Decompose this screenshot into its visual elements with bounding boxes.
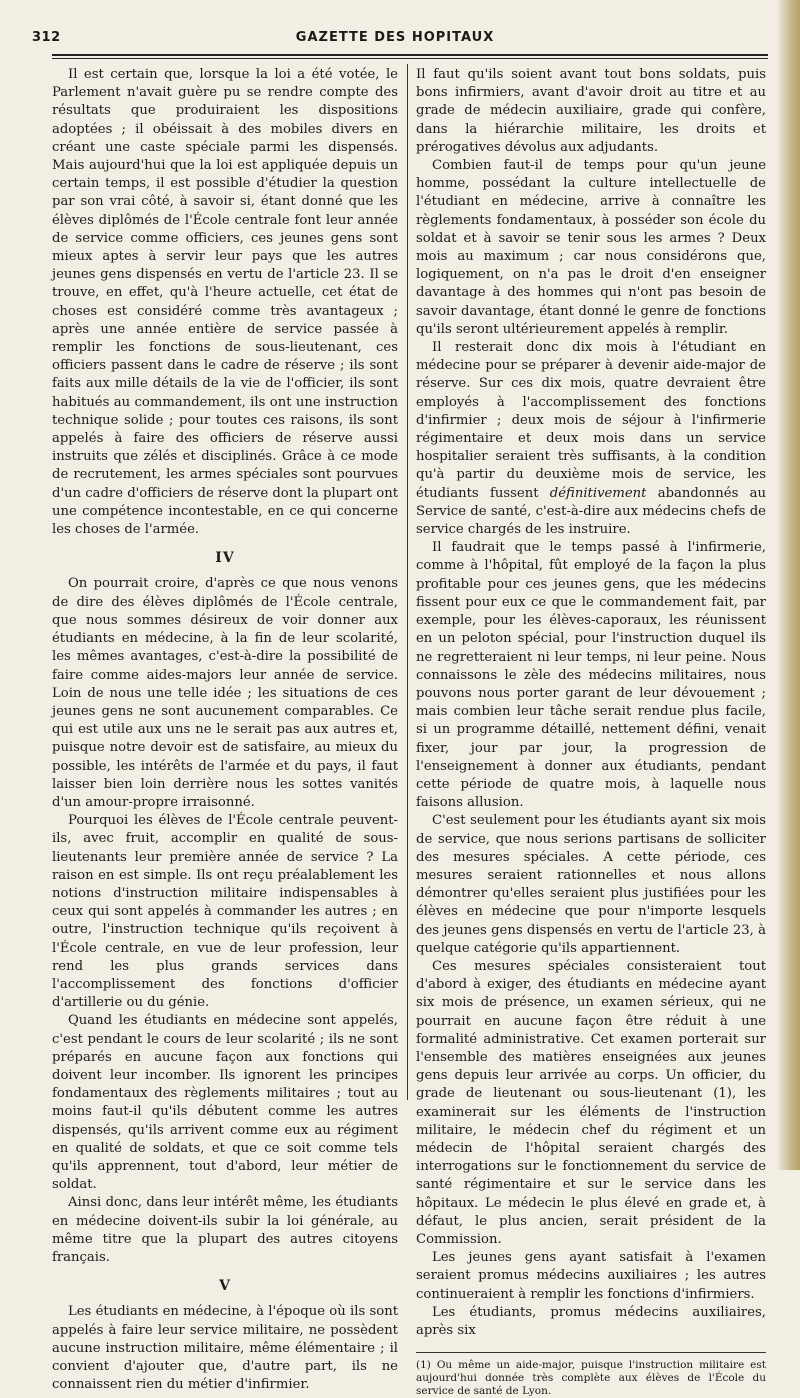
section-heading-v: V	[219, 1278, 231, 1295]
left-paragraph-2: On pourrait croire, d'après ce que nous venons de dire des élèves diplômés de l'École centrale, que nous sommes désireux de voir donner aux étudiants en médecine, à la fin de leur scolarité, les mêmes avantages, c'est-à-dire la possibilité de faire comme aides-majors leur année de service. Loin de nous une telle idée ; les situations de ces jeunes gens ne sont aucunement comparables. Ce qui est utile aux uns ne le serait pas aux autres et, puisque notre devoir est de satisfaire, au mieux du possible, les intérêts de l'armée et du pays, il faut laisser bien loin derrière nous les sottes vanités d'un amour-propre irraisonné.	[52, 576, 398, 810]
page-number: 312	[32, 30, 61, 45]
right-paragraph-3-text-a: Il resterait donc dix mois à l'étudiant en médecine pour se préparer à devenir aide-major de réserve. Sur ces dix mois, quatre devraient être employés à l'accomplissement des fonctions d'infirmier ; deux mois de séjour à l'infirmerie régimentaire et deux mois dans un service hospitalier seraient très suffisants, à la condition qu'à partir du deuxième mois de service, les étudiants fussent	[416, 340, 766, 501]
section-heading-iv: IV	[215, 550, 235, 567]
left-paragraph-4: Quand les étudiants en médecine sont appelés, c'est pendant le cours de leur scolarité ; ils ne sont préparés en aucune façon aux fonctions qui doivent leur incomber. Ils ignorent les principes fondamentaux des règlements militaires ; tout au moins faut-il qu'ils débutent comme les autres dispensés, qu'ils arrivent comme eux au régiment en qualité de soldats, et que ce soit comme tels qu'ils apprennent, tout d'abord, leur métier de soldat.	[52, 1013, 398, 1193]
left-paragraph-3: Pourquoi les élèves de l'École centrale peuvent-ils, avec fruit, accomplir en qualité de sous-lieutenants leur première année de service ? La raison en est simple. Ils ont reçu préalablement les notions d'instruction militaire indispensables à ceux qui sont appelés à commander les autres ; en outre, l'instruction technique qu'ils reçoivent à l'École centrale, en vue de leur profession, leur rend les plus grands services dans l'accomplissement des fonctions d'officier d'artillerie ou du génie.	[52, 813, 398, 1011]
left-paragraph-6: Les étudiants en médecine, à l'époque où ils sont appelés à faire leur service militaire, ne possèdent aucune instruction militaire, même élémentaire ; il convient d'ajouter que, d'autre part, ils ne connaissent rien du métier d'infirmier.	[52, 1304, 398, 1393]
right-paragraph-7: Les jeunes gens ayant satisfait à l'examen seraient promus médecins auxiliaires ; les autres continueraient à remplir les fonctions d'infirmiers.	[416, 1250, 766, 1302]
page-header	[32, 28, 758, 50]
left-paragraph-5: Ainsi donc, dans leur intérêt même, les étudiants en médecine doivent-ils subir la loi générale, au même titre que la plupart des autres citoyens français.	[52, 1195, 398, 1265]
emphasized-word: définitivement	[549, 485, 647, 501]
left-paragraph-1: Il est certain que, lorsque la loi a été votée, le Parlement n'avait guère pu se rendre compte des résultats que produiraient les dispositions adoptées ; il obéissait à des mobiles divers en créant une caste spéciale parmi les dispensés. Mais aujourd'hui que la loi est appliquée depuis un certain temps, il est possible d'étudier la question par son vrai côté, à savoir si, étant donné que les élèves diplômés de l'École centrale font leur année de service comme officiers, ces jeunes gens sont mieux aptes à servir leur pays que les autres jeunes gens dispensés en vertu de l'article 23. Il se trouve, en effet, qu'à l'heure actuelle, cet état de choses est considéré comme très avantageux ; après une année entière de service passée à remplir les fonctions de sous-lieutenant, ces officiers passent dans le cadre de réserve ; ils sont faits aux mille détails de la vie de l'officier, ils sont habitués au commandement, ils ont une instruction technique solide ; pour toutes ces raisons, ils sont appelés à faire des officiers de réserve aussi instruits que zélés et disciplinés. Grâce à ce mode de recrutement, les armes spéciales sont pourvues d'un cadre d'officiers de réserve dont la plupart ont une compétence incontestable, en ce qui concerne les choses de l'armée.	[52, 67, 398, 538]
right-paragraph-5: C'est seulement pour les étudiants ayant six mois de service, que nous serions partisans de solliciter des mesures spéciales. A cette période, ces mesures seraient rationnelles et nous allons démontrer qu'elles seraient plus justifiées pour les élèves en médecine que pour n'importe lesquels des jeunes gens dispensés en vertu de l'article 23, à quelque catégorie qu'ils appartiennent.	[416, 813, 766, 956]
running-title: GAZETTE DES HOPITAUX	[295, 30, 495, 45]
footnote: (1) Ou même un aide-major, puisque l'instruction militaire est aujourd'hui donnée très complète aux élèves de l'École du service de santé de Lyon.	[416, 1359, 766, 1398]
header-rule-thick	[52, 54, 768, 56]
right-paragraph-1: Il faut qu'ils soient avant tout bons soldats, puis bons infirmiers, avant d'avoir droit au titre et au grade de médecin auxiliaire, grade qui confère, dans la hiérarchie militaire, les droits et prérogatives dévolus aux adjudants.	[416, 67, 766, 155]
column-divider	[407, 64, 408, 1100]
right-paragraph-2: Combien faut-il de temps pour qu'un jeune homme, possédant la culture intellectuelle de l'étudiant en médecine, arrive à connaître les règlements fondamentaux, à posséder son école du soldat et à savoir se tenir sous les armes ? Deux mois au maximum ; car nous considérons que, logiquement, on n'a pas le droit d'en enseigner davantage à des hommes qui n'ont pas besoin de savoir davantage, étant donné le genre de fonctions qu'ils seront ultérieurement appelés à remplir.	[416, 158, 766, 337]
right-paragraph-6: Ces mesures spéciales consisteraient tout d'abord à exiger, des étudiants en médecine ayant six mois de présence, un examen sérieux, qui ne pourrait en aucune façon être réduit à une formalité administrative. Cet examen porterait sur l'ensemble des matières enseignées aux jeunes gens depuis leur arrivée au corps. Un officier, du grade de lieutenant ou sous-lieutenant (1), les examinerait sur les éléments de l'instruction militaire, le médecin chef du régiment et un médecin de l'hôpital seraient chargés des interrogations sur le fonctionnement du service de santé régimentaire et sur le service dans les hôpitaux. Le médecin le plus élevé en grade et, à défaut, le plus ancien, serait président de la Commission.	[416, 958, 766, 1247]
header-rule-thin	[52, 58, 768, 59]
footnote-rule	[416, 1352, 766, 1353]
page-edge	[778, 0, 800, 1170]
right-paragraph-8: Les étudiants, promus médecins auxiliaires, après six	[416, 1304, 766, 1339]
right-column	[416, 66, 766, 1398]
right-paragraph-4: Il faudrait que le temps passé à l'infirmerie, comme à l'hôpital, fût employé de la façon la plus profitable pour ces jeunes gens, que les médecins fissent pour eux ce que le commandement fait, par exemple, pour les élèves-caporaux, les réunissent en un peloton spécial, pour l'instruction duquel ils ne regretteraient ni leur temps, ni leur peine. Nous connaissons le zèle des médecins militaires, nous pouvons nous porter garant de leur dévouement ; mais combien leur tâche serait rendue plus facile, si un programme détaillé, nettement défini, venait fixer, jour par jour, la progression de l'enseignement à donner aux étudiants, pendant cette période de quatre mois, à laquelle nous faisons allusion.	[416, 540, 766, 811]
left-column	[52, 66, 398, 1393]
right-paragraph-3	[416, 339, 766, 539]
right-paragraph-3-text-b: abandonnés au Service de santé, c'est-à-dire aux médecins chefs de service chargés de les instruire.	[416, 485, 766, 538]
